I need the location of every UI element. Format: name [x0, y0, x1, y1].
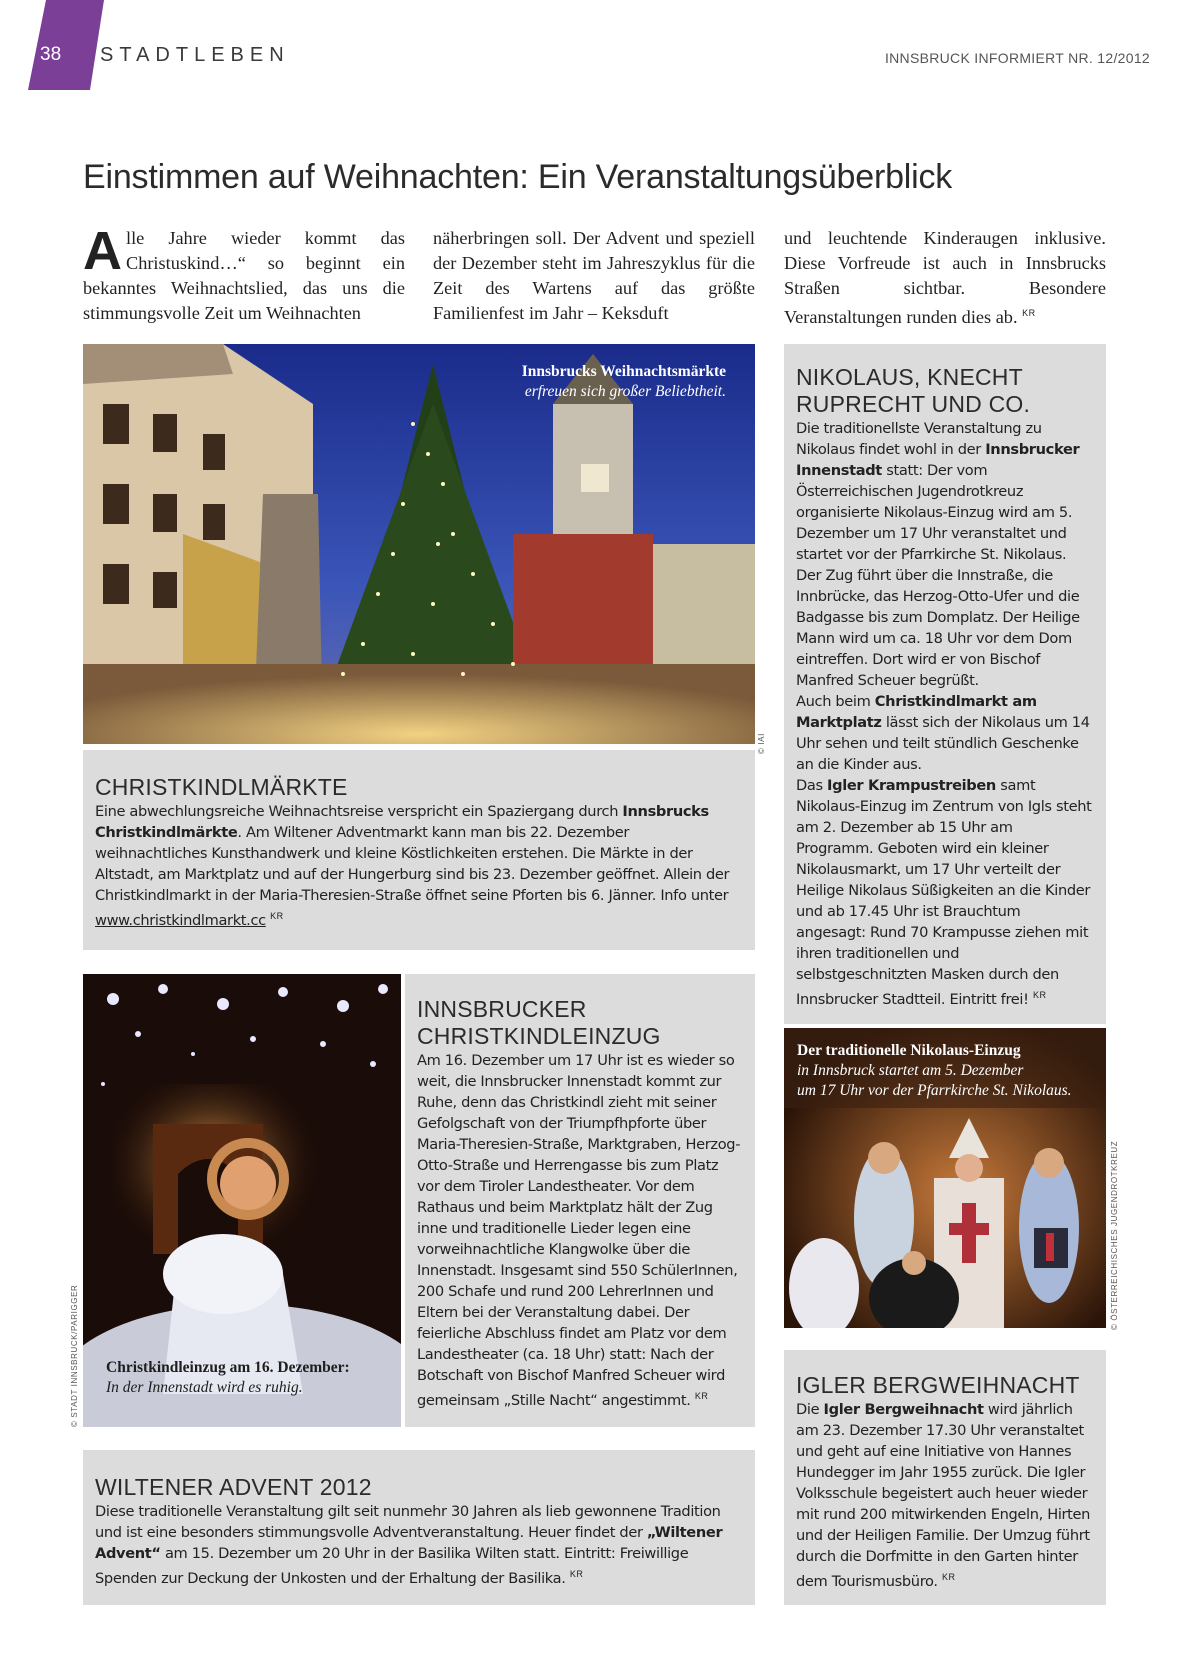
intro-text-2: näherbringen soll. Der Advent und speziell der Dezember steht im Jahreszyklus für die Zeit des Wartens auf das größte Familienfest im Jahr – Keksduft	[433, 228, 755, 323]
section-title: STADTLEBEN	[100, 44, 290, 66]
article-title: Einstimmen auf Weihnachten: Ein Veranstaltungsüberblick	[83, 158, 953, 196]
christkindleinzug-title: INNSBRUCKER CHRISTKINDLEINZUG	[417, 996, 661, 1049]
angel-photo-credit: © STADT INNSBRUCK/PARIGGER	[70, 1284, 79, 1427]
nikolaus-caption-sub-2: um 17 Uhr vor der Pfarrkirche St. Nikolaus.	[797, 1082, 1072, 1099]
box-igler-bergweihnacht	[784, 1350, 1106, 1605]
christkindlmarkt-link[interactable]: www.christkindlmarkt.cc	[95, 911, 266, 929]
nikolaus-photo-credit: © ÖSTERREICHISCHES JUGENDROTKREUZ	[1110, 1140, 1119, 1330]
christkindlmaerkte-title: CHRISTKINDLMÄRKTE	[95, 774, 348, 800]
box-christkindleinzug	[405, 974, 755, 1427]
nikolaus-caption-sub-1: in Innsbruck startet am 5. Dezember	[797, 1062, 1024, 1079]
wiltener-text: Diese traditionelle Veranstaltung gilt seit nunmehr 30 Jahren als lieb gewonnene Tradition und ist eine besonders stimmungsvolle Adventveranstaltung. Heuer findet der „Wiltener Advent“ am 15. Dezember um 20 Uhr in der Basilika Wilten statt. Eintritt: Freiwillige Spenden zur Deckung der Unkosten und der Erhaltung der Basilika. $^{KR}$	[95, 1503, 723, 1587]
intro-col-3	[784, 226, 1106, 330]
market-caption-sub: erfreuen sich großer Beliebtheit.	[524, 383, 726, 400]
market-photo-credit: © IAI	[757, 733, 766, 754]
igler-text: Die Igler Bergweihnacht wird jährlich am 23. Dezember 17.30 Uhr veranstaltet und geht auf eine Initiative von Hannes Hundegger im Jahr 1955 zurück. Die Igler Volksschule begeistert auch heuer wieder mit rund 200 mitwirkenden Engeln, Hirten und der Heiligen Familie. Der Umzug führt durch die Dorfmitte in den Garten hinter dem Tourismusbüro. $^{KR}$	[796, 1401, 1091, 1590]
nikolaus-text: Die traditionellste Veranstaltung zu Nikolaus findet wohl in der Innsbrucker Innenstadt statt: Der vom Österreichischen Jugendrotkreuz organisierte Nikolaus-Einzug wird am 5. Dezember um 17 Uhr veranstaltet und startet vor der Pfarrkirche St. Nikolaus. Der Zug führt über die Innstraße, die Innbrücke, das Herzog-Otto-Ufer und die Badgasse bis zum Domplatz. Der Heilige Mann wird um ca. 18 Uhr vor dem Dom eintreffen. Dort wird er von Bischof Manfred Scheuer begrüßt. Auch beim Christkindlmarkt am Marktplatz lässt sich der Nikolaus um 14 Uhr sehen und teilt stündlich Geschenke an die Kinder aus. Das Igler Krampustreiben samt Nikolaus-Einzug im Zentrum von Igls steht am 2. Dezember ab 15 Uhr am Programm. Geboten wird ein kleiner Nikolausmarkt, um 17 Uhr verteilt der Heilige Nikolaus Süßigkeiten an die Kinder und ab 17.45 Uhr ist Brauchtum angesagt: Rund 70 Krampusse ziehen mit ihren traditionellen und selbstgeschnitzten Masken durch den Innsbrucker Stadtteil. Eintritt frei! $^{KR}$	[796, 420, 1092, 1008]
box-christkindlmaerkte	[83, 750, 755, 950]
intro-col-1	[83, 221, 405, 326]
intro-text-1: lle Jahre wieder kommt das Christuskind…“ so beginnt ein bekanntes Weihnachtslied, das uns die stimmungsvolle Zeit um Weihnachten	[83, 228, 405, 323]
author-tag: KR	[1022, 308, 1036, 318]
wiltener-title: WILTENER ADVENT 2012	[95, 1474, 372, 1500]
christmas-market-photo	[83, 344, 755, 744]
box-nikolaus	[784, 344, 1106, 1024]
nikolaus-caption-title: Der traditionelle Nikolaus-Einzug	[797, 1042, 1021, 1059]
christkindlmaerkte-text: Eine abwechlungsreiche Weihnachtsreise verspricht ein Spaziergang durch Innsbrucks Christkindlmärkte. Am Wiltener Adventmarkt kann man bis 22. Dezember weihnachtliches Kunsthandwerk und kleine Köstlichkeiten erstehen. Die Märkte in der Altstadt, am Marktplatz und auf der Hungerburg sind bis 23. Dezember geöffnet. Allein der Christkindlmarkt in der Maria-Theresien-Straße öffnet seine Pforten bis 6. Jänner. Info unter www.christkindlmarkt.cc $^{KR}$	[95, 803, 730, 929]
box-wiltener-advent	[83, 1450, 755, 1605]
angel-photo-caption	[106, 1358, 350, 1398]
market-photo-caption	[522, 362, 726, 402]
nikolaus-title: NIKOLAUS, KNECHT RUPRECHT UND CO.	[796, 364, 1031, 417]
christkindleinzug-text: Am 16. Dezember um 17 Uhr ist es wieder so weit, die Innsbrucker Innenstadt kommt zur Ruhe, denn das Christkindl zieht mit seiner Gefolgschaft von der Triumpfhpforte über Maria-Theresien-Straße, Marktgraben, Herzog-Otto-Straße und Herrengasse bis zum Platz vor dem Tiroler Landestheater. Vor dem Rathaus und beim Marktplatz hält der Zug inne und traditionelle Lieder legen eine vorweihnachtliche Klangwolke über die Innenstadt. Insgesamt sind 550 SchülerInnen, 200 Schafe und rund 200 LehrerInnen und Eltern bei der Veranstaltung dabei. Der feierliche Abschluss findet am Platz vor dem Landestheater (ca. 18 Uhr) statt: Nach der Botschaft von Bischof Manfred Scheuer wird gemeinsam „Stille Nacht“ angestimmt. $^{KR}$	[417, 1052, 741, 1409]
drop-cap: A	[83, 221, 122, 281]
angel-caption-title: Christkindleinzug am 16. Dezember:	[106, 1359, 350, 1376]
igler-title: IGLER BERGWEIHNACHT	[796, 1372, 1080, 1398]
angel-caption-sub: In der Innenstadt wird es ruhig.	[106, 1379, 303, 1396]
intro-text-3: und leuchtende Kinderaugen inklusive. Diese Vorfreude ist auch in Innsbrucks Straßen sichtbar. Besondere Veranstaltungen runden dies ab.	[784, 228, 1106, 328]
issue-label: INNSBRUCK INFORMIERT NR. 12/2012	[884, 50, 1150, 66]
nikolaus-photo-caption	[797, 1041, 1072, 1101]
market-caption-title: Innsbrucks Weihnachtsmärkte	[521, 363, 726, 380]
page-number: 38	[40, 44, 62, 65]
intro-col-2	[433, 226, 755, 326]
